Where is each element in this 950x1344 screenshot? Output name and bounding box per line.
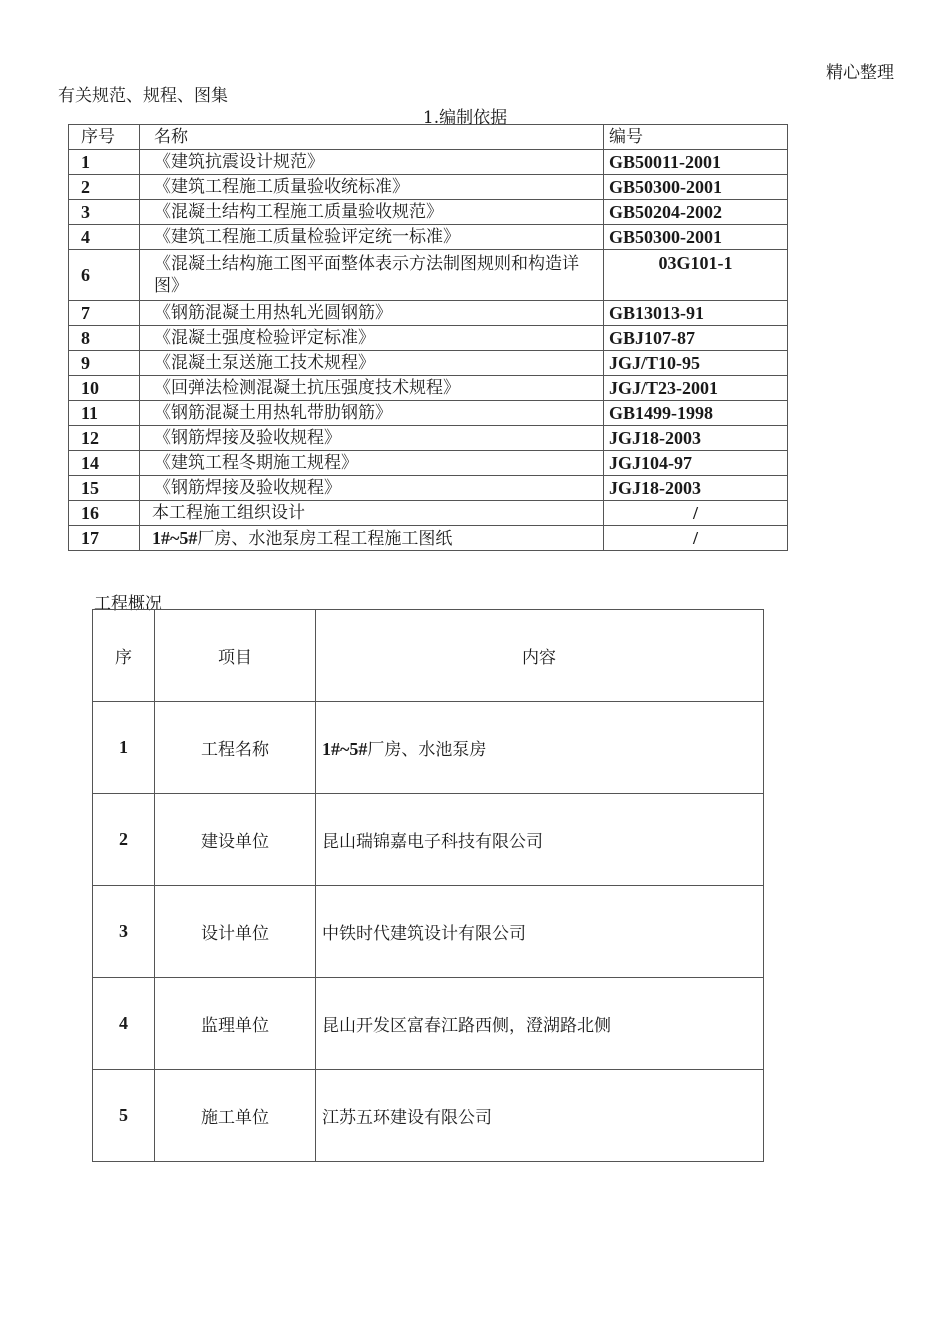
row-content: 厂房、水池泵房 <box>367 740 487 760</box>
row-content-bold: 1#~5# <box>322 739 368 759</box>
row-seq: 5 <box>93 1070 155 1162</box>
row-num: 6 <box>69 250 140 301</box>
overview-heading: 工程概况 <box>94 594 162 614</box>
reference-table <box>68 124 788 551</box>
row-name-bold: 1#~5# <box>152 527 198 548</box>
overview-table <box>92 609 764 1162</box>
row-num: 10 <box>69 376 140 401</box>
row-item: 设计单位 <box>155 886 316 978</box>
row-name: 《混凝土泵送施工技术规程》 <box>140 351 604 376</box>
row-name-cell <box>140 526 604 551</box>
row-item: 工程名称 <box>155 702 316 794</box>
row-content: 昆山瑞锦嘉电子科技有限公司 <box>316 794 764 886</box>
row-name: 《建筑工程施工质量检验评定统一标准》 <box>140 225 604 250</box>
row-num: 2 <box>69 175 140 200</box>
row-code: GBJ107-87 <box>604 326 788 351</box>
row-item: 施工单位 <box>155 1070 316 1162</box>
row-name: 厂房、水池泵房工程工程施工图纸 <box>197 528 453 549</box>
header-name: 名称 <box>140 125 604 150</box>
row-code: GB50011-2001 <box>604 150 788 175</box>
row-num: 1 <box>69 150 140 175</box>
watermark-text: 精心整理 <box>826 63 894 83</box>
row-code: 03G101-1 <box>604 250 788 301</box>
row-seq: 1 <box>93 702 155 794</box>
table-row <box>69 526 788 551</box>
table-row <box>93 1070 764 1162</box>
table-header-row <box>69 125 788 150</box>
row-num: 8 <box>69 326 140 351</box>
row-code: GB50300-2001 <box>604 225 788 250</box>
row-code: GB1499-1998 <box>604 401 788 426</box>
row-name: 《混凝土强度检验评定标准》 <box>140 326 604 351</box>
row-name: 《钢筋焊接及验收规程》 <box>140 426 604 451</box>
table-row <box>69 225 788 250</box>
row-content: 江苏五环建设有限公司 <box>316 1070 764 1162</box>
row-num: 11 <box>69 401 140 426</box>
row-name: 《建筑抗震设计规范》 <box>140 150 604 175</box>
table-row <box>69 451 788 476</box>
row-code: JGJ18-2003 <box>604 426 788 451</box>
table-row <box>69 175 788 200</box>
table-row <box>69 200 788 225</box>
header-content: 内容 <box>316 610 764 702</box>
row-name: 本工程施工组织设计 <box>140 501 604 526</box>
row-code: / <box>604 501 788 526</box>
row-num: 14 <box>69 451 140 476</box>
row-code: JGJ/T23-2001 <box>604 376 788 401</box>
header-code: 编号 <box>604 125 788 150</box>
row-name: 《建筑工程施工质量验收统标准》 <box>140 175 604 200</box>
row-item: 监理单位 <box>155 978 316 1070</box>
row-num: 4 <box>69 225 140 250</box>
header-num: 序号 <box>69 125 140 150</box>
table-row <box>69 501 788 526</box>
table-row <box>69 301 788 326</box>
row-num: 16 <box>69 501 140 526</box>
table-header-row <box>93 610 764 702</box>
table-row <box>69 376 788 401</box>
row-name: 《钢筋混凝土用热轧光圆钢筋》 <box>140 301 604 326</box>
row-content-cell <box>316 702 764 794</box>
table-row <box>93 886 764 978</box>
row-item: 建设单位 <box>155 794 316 886</box>
table-row <box>69 150 788 175</box>
row-code: JGJ/T10-95 <box>604 351 788 376</box>
header-item: 项目 <box>155 610 316 702</box>
row-seq: 4 <box>93 978 155 1070</box>
row-num: 17 <box>69 526 140 551</box>
section-heading: 有关规范、规程、图集 <box>58 86 228 106</box>
row-name: 《混凝土结构施工图平面整体表示方法制图规则和构造详图》 <box>140 250 604 301</box>
row-content: 昆山开发区富春江路西侧，澄湖路北侧 <box>316 978 764 1070</box>
row-name: 《混凝土结构工程施工质量验收规范》 <box>140 200 604 225</box>
row-code: JGJ104-97 <box>604 451 788 476</box>
table-row <box>93 794 764 886</box>
table-row <box>69 351 788 376</box>
table-row <box>69 326 788 351</box>
row-name: 《钢筋焊接及验收规程》 <box>140 476 604 501</box>
row-seq: 3 <box>93 886 155 978</box>
row-name: 《回弹法检测混凝土抗压强度技术规程》 <box>140 376 604 401</box>
table-row <box>93 702 764 794</box>
table-row <box>69 401 788 426</box>
reference-table-title: 1.编制依据 <box>422 108 508 128</box>
row-code: GB13013-91 <box>604 301 788 326</box>
row-num: 9 <box>69 351 140 376</box>
table-row <box>93 978 764 1070</box>
row-code: / <box>604 526 788 551</box>
table-row <box>69 476 788 501</box>
row-num: 7 <box>69 301 140 326</box>
table-row <box>69 426 788 451</box>
row-name: 《钢筋混凝土用热轧带肋钢筋》 <box>140 401 604 426</box>
row-code: GB50204-2002 <box>604 200 788 225</box>
header-seq: 序 <box>93 610 155 702</box>
row-seq: 2 <box>93 794 155 886</box>
row-num: 3 <box>69 200 140 225</box>
row-code: JGJ18-2003 <box>604 476 788 501</box>
table-row <box>69 250 788 301</box>
row-code: GB50300-2001 <box>604 175 788 200</box>
row-content: 中铁时代建筑设计有限公司 <box>316 886 764 978</box>
row-num: 12 <box>69 426 140 451</box>
row-name: 《建筑工程冬期施工规程》 <box>140 451 604 476</box>
row-num: 15 <box>69 476 140 501</box>
